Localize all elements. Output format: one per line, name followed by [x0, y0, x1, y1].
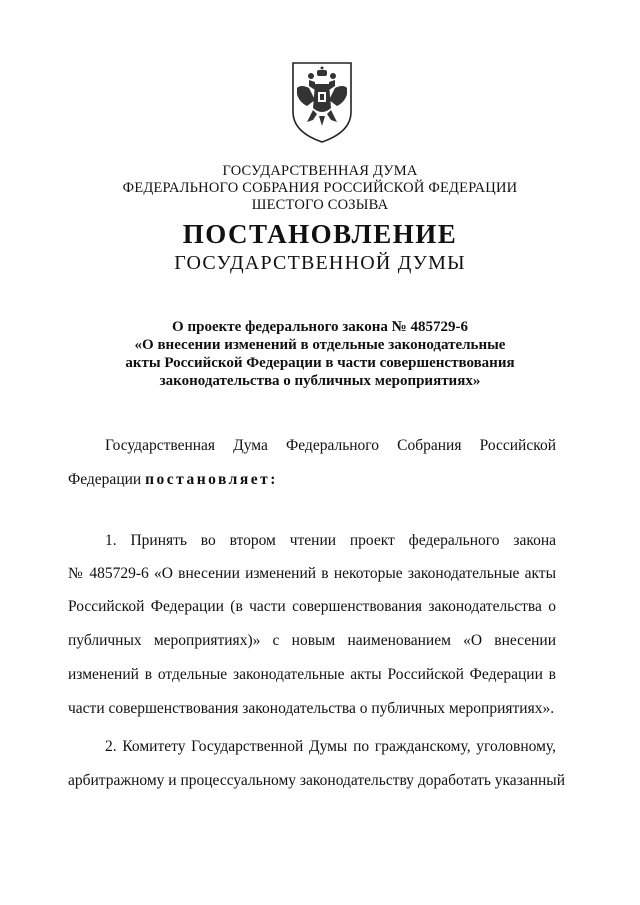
preamble-text: Федерации: [68, 471, 146, 488]
clause1-line-2: № 485729-6 «О внесении изменений в некоторые законодательные акты: [68, 565, 556, 582]
org-line-3: ШЕСТОГО СОЗЫВА: [251, 197, 389, 213]
preamble-line-2: [68, 471, 556, 489]
subject-line-3: акты Российской Федерации в части совершенствования: [125, 355, 515, 371]
org-line-1: ГОСУДАРСТВЕННАЯ ДУМА: [222, 163, 418, 179]
document-title: ПОСТАНОВЛЕНИЕ: [182, 219, 458, 249]
coat-of-arms-emblem: [287, 60, 357, 144]
clause1-line-1: 1. Принять во втором чтении проект федерального закона: [105, 532, 556, 549]
subject-line-4: законодательства о публичных мероприятиях»: [159, 373, 481, 389]
clause1-line-6: части совершенствования законодательства о публичных мероприятиях».: [68, 700, 555, 717]
preamble-line-1: Государственная Дума Федерального Собрания Российской: [105, 437, 556, 454]
subject-line-2: «О внесении изменений в отдельные законодательные: [134, 337, 506, 353]
clause1-line-3: Российской Федерации (в части совершенствования законодательства о: [68, 598, 556, 615]
clause2-line-2: арбитражному и процессуальному законодательству доработать указанный: [68, 772, 565, 789]
org-line-2: ФЕДЕРАЛЬНОГО СОБРАНИЯ РОССИЙСКОЙ ФЕДЕРАЦИИ: [122, 180, 518, 196]
resolves-word: постановляет:: [145, 471, 278, 488]
subject-line-1: О проекте федерального закона № 485729-6: [172, 319, 468, 335]
clause2-line-1: 2. Комитету Государственной Думы по гражданскому, уголовному,: [105, 738, 556, 755]
clause1-line-4: публичных мероприятиях)» с новым наименованием «О внесении: [68, 632, 556, 649]
document-subtitle: ГОСУДАРСТВЕННОЙ ДУМЫ: [174, 252, 466, 274]
clause1-line-5: изменений в отдельные законодательные акты Российской Федерации в: [68, 666, 556, 683]
